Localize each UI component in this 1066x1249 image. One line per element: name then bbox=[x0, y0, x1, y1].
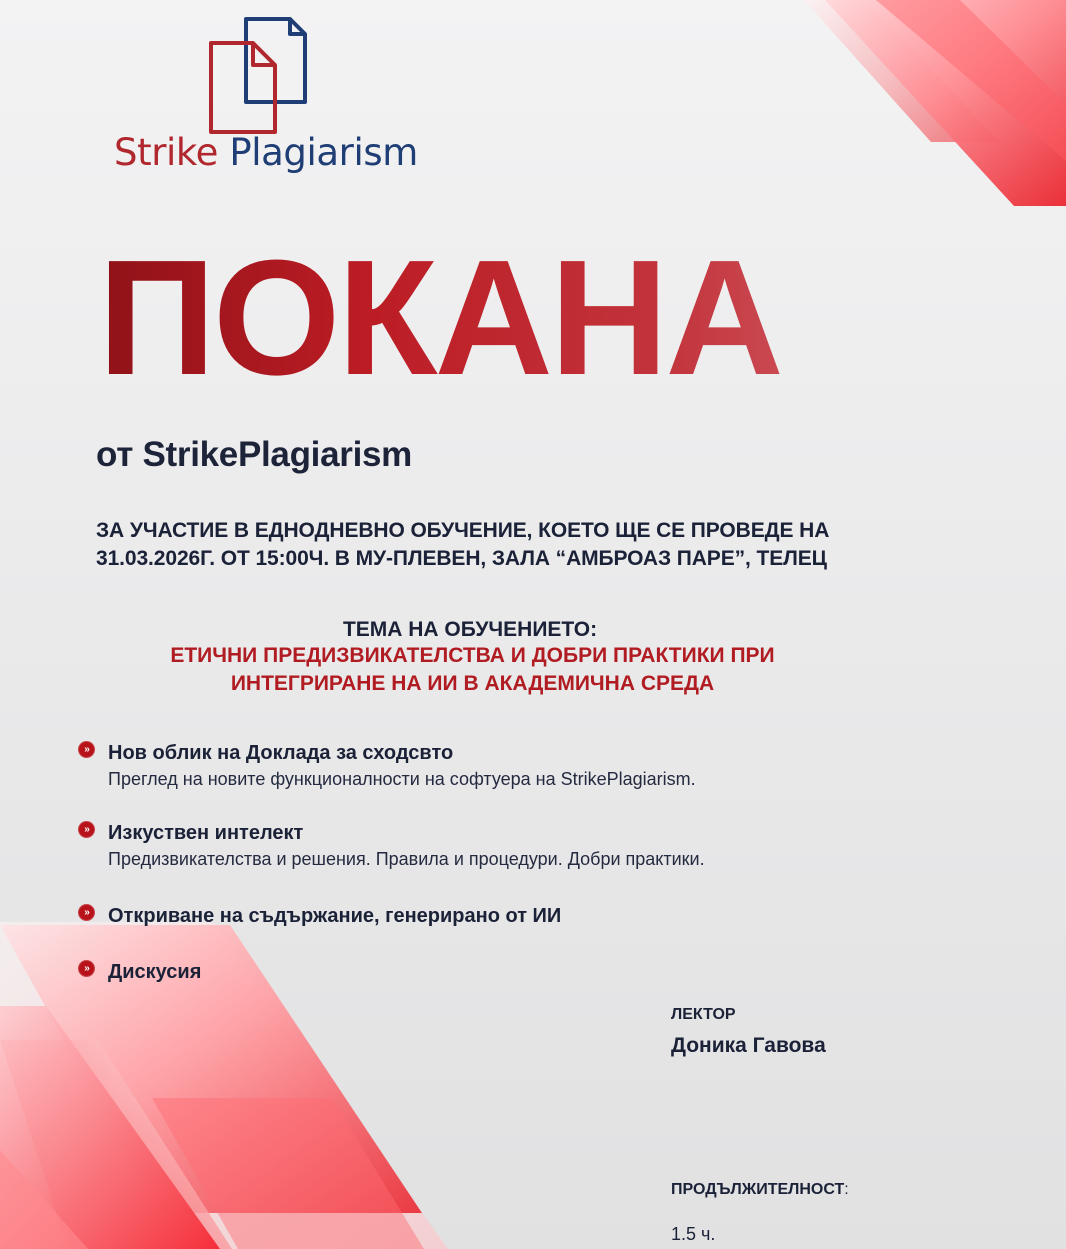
duration-value: 1.5 ч. bbox=[671, 1224, 716, 1244]
topic-title bbox=[0, 642, 945, 698]
event-details bbox=[96, 517, 956, 573]
invitation-title: ПОКАНА bbox=[98, 236, 878, 386]
topic-line-1: ЕТИЧНИ ПРЕДИЗВИКАТЕЛСТВА И ДОБРИ ПРАКТИКИ ПРИ bbox=[170, 644, 775, 667]
duration-colon: : bbox=[844, 1181, 849, 1198]
brand-plagiarism-text: Plagiarism bbox=[229, 131, 418, 174]
double-chevron-icon: » bbox=[78, 821, 95, 838]
logo bbox=[108, 12, 428, 192]
duration-label-text: ПРОДЪЛЖИТЕЛНОСТ bbox=[671, 1181, 845, 1198]
agenda-item-title: Дискусия bbox=[108, 961, 202, 983]
topic-line-2: ИНТЕГРИРАНЕ НА ИИ В АКАДЕМИЧНА СРЕДА bbox=[230, 672, 715, 695]
brand-strike-text: Strike bbox=[114, 131, 218, 174]
invitation-subtitle: от StrikePlagiarism bbox=[96, 435, 412, 474]
duration-label bbox=[671, 1181, 849, 1199]
lecturer-label: ЛЕКТОР bbox=[671, 1006, 736, 1023]
lecturer-name: Доника Гавова bbox=[671, 1034, 826, 1057]
agenda-item-description: Предизвикателства и решения. Правила и процедури. Добри практики. bbox=[108, 849, 705, 869]
brand-wordmark bbox=[114, 131, 418, 174]
agenda-item bbox=[78, 741, 938, 791]
double-chevron-icon: » bbox=[78, 904, 95, 921]
agenda-item-title: Откриване на съдържание, генерирано от ИИ bbox=[108, 905, 562, 927]
event-line-1: ЗА УЧАСТИЕ В ЕДНОДНЕВНО ОБУЧЕНИЕ, КОЕТО ЩЕ СЕ ПРОВЕДЕ НА bbox=[96, 519, 830, 542]
agenda-item-title: Изкуствен интелект bbox=[108, 822, 304, 844]
agenda-item bbox=[78, 904, 938, 928]
double-chevron-icon: » bbox=[78, 741, 95, 758]
agenda-item-description: Преглед на новите функционалности на софтуера на StrikePlagiarism. bbox=[108, 769, 696, 789]
agenda-item bbox=[78, 960, 938, 984]
document-logo-icon bbox=[204, 16, 314, 136]
agenda-item-title: Нов облик на Доклада за сходсвто bbox=[108, 742, 454, 764]
event-line-2: 31.03.2026Г. ОТ 15:00Ч. В МУ-ПЛЕВЕН, ЗАЛА “АМБРОАЗ ПАРЕ”, ТЕЛЕЦ bbox=[96, 547, 827, 570]
double-chevron-icon: » bbox=[78, 960, 95, 977]
agenda-item bbox=[78, 821, 938, 871]
topic-heading: ТЕМА НА ОБУЧЕНИЕТО: bbox=[342, 618, 598, 641]
